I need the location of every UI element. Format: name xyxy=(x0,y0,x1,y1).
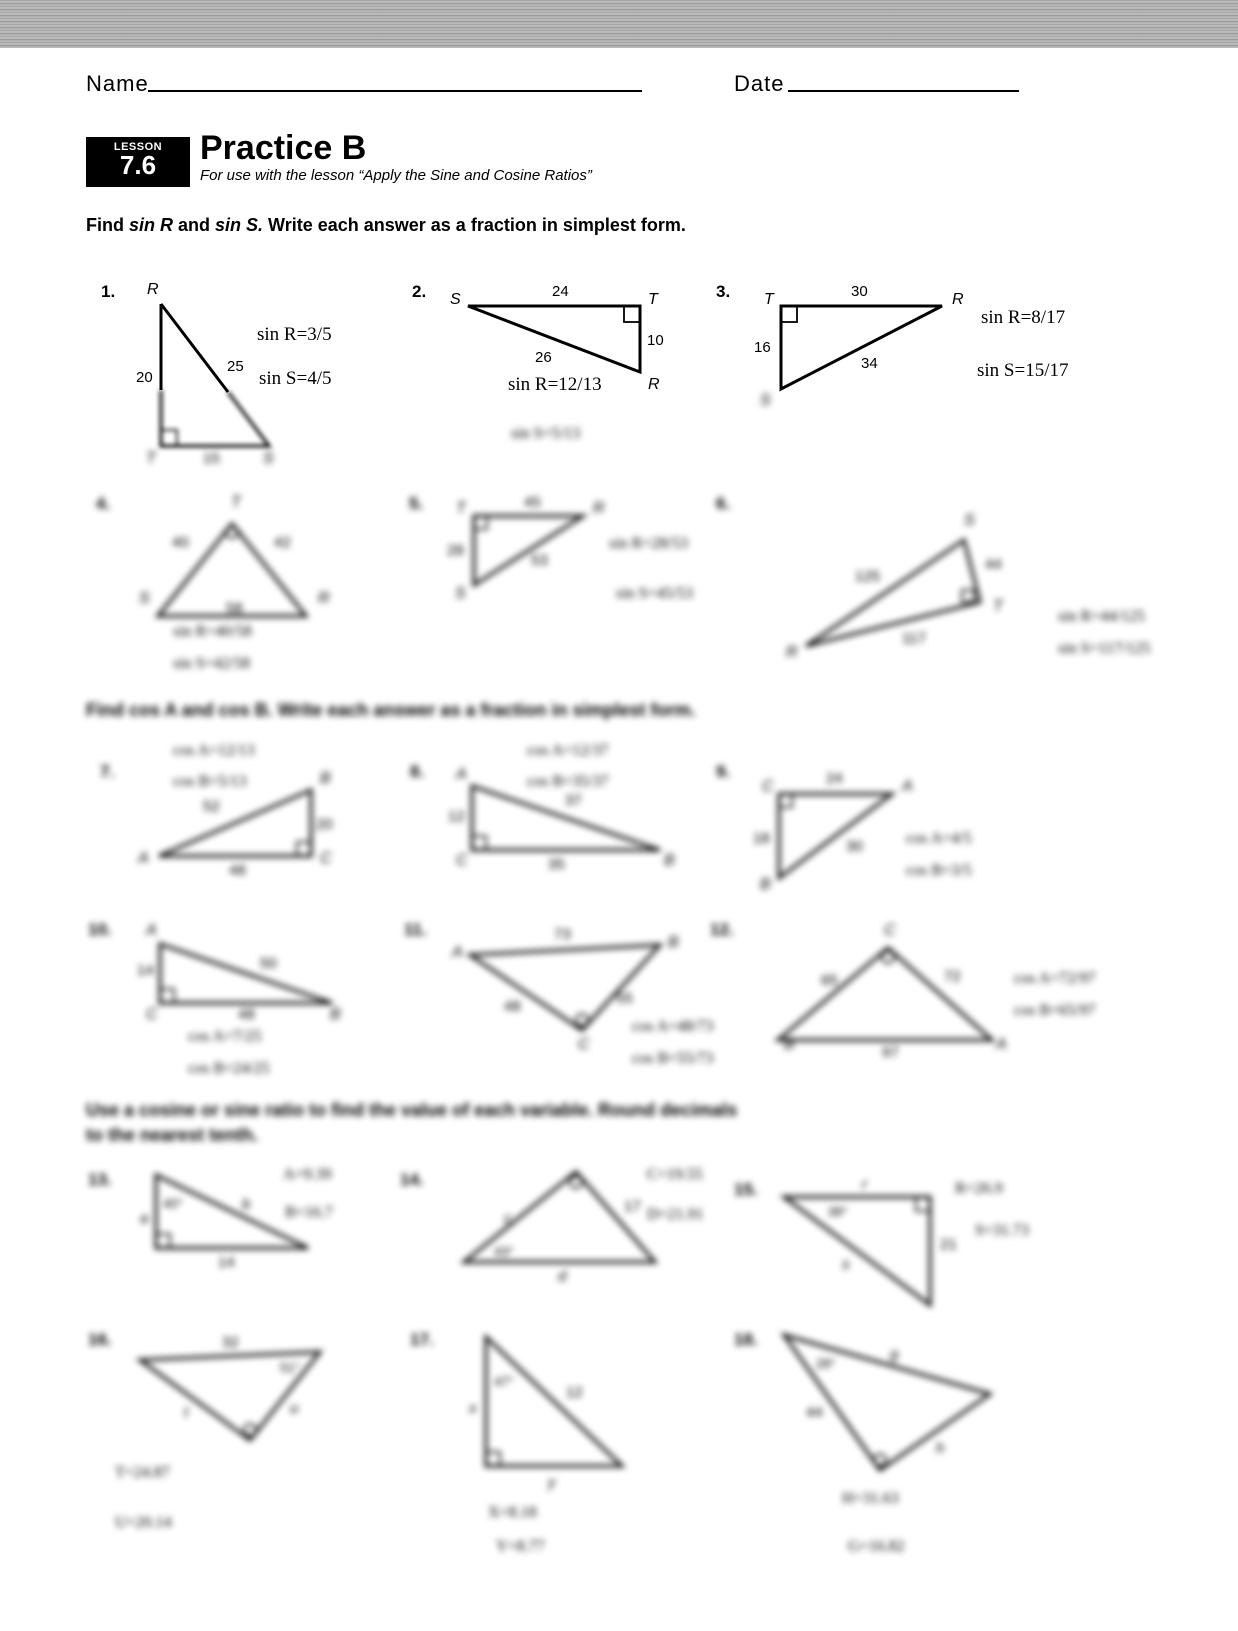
side-label: 24 xyxy=(552,283,569,300)
answer-text: cos B=55/73 xyxy=(632,1050,714,1067)
side-label: 117 xyxy=(902,630,926,647)
angle-label: 47° xyxy=(494,1374,514,1389)
angle-label: 40° xyxy=(163,1196,183,1211)
side-label: 30 xyxy=(851,283,868,300)
side-label: d xyxy=(558,1268,567,1285)
vertex-label: R xyxy=(952,291,964,308)
instruction-var: sin R xyxy=(129,215,174,235)
vertex-label: B xyxy=(760,876,771,893)
side-label: 48 xyxy=(238,1006,255,1023)
date-label: Date xyxy=(734,71,785,96)
side-label: 73 xyxy=(554,926,571,943)
side-label: 48 xyxy=(229,862,246,879)
lesson-label: LESSON xyxy=(113,141,163,153)
vertex-label: S xyxy=(263,450,274,467)
answer-text: sin R=44/125 xyxy=(1058,608,1145,625)
lesson-number: 7.6 xyxy=(119,150,157,180)
instruction-text: Find xyxy=(86,215,129,235)
problem-number: 8. xyxy=(410,762,425,781)
side-label: y xyxy=(548,1474,556,1491)
side-label: 32 xyxy=(222,1334,239,1351)
answer-text: cos B=24/25 xyxy=(188,1060,270,1077)
problem-number: 15. xyxy=(734,1180,758,1199)
vertex-label: A xyxy=(996,1036,1007,1053)
answer-text: U=20.14 xyxy=(115,1514,172,1531)
vertex-label: B xyxy=(320,770,331,787)
vertex-label: C xyxy=(456,852,468,869)
vertex-label: S xyxy=(760,392,771,409)
side-label: 20 xyxy=(136,369,153,386)
vertex-label: S xyxy=(455,585,466,602)
side-label: 21 xyxy=(940,1236,957,1253)
side-label: 72 xyxy=(944,968,961,985)
vertex-label: T xyxy=(764,291,774,308)
side-label: 45 xyxy=(524,494,541,511)
vertex-label: B xyxy=(664,852,675,869)
side-label: 26 xyxy=(535,349,552,366)
answer-text: cos B=35/37 xyxy=(527,773,609,790)
page-subtitle: For use with the lesson “Apply the Sine and Cosine Ratios” xyxy=(200,167,592,184)
side-label: r xyxy=(862,1176,867,1193)
answer-text: sin S=5/13 xyxy=(511,425,581,442)
problem-number: 3. xyxy=(716,282,731,301)
answer-text: cos B=5/13 xyxy=(173,773,247,790)
answer-text: cos A=4/5 xyxy=(906,830,972,847)
answer-text: cos A=72/97 xyxy=(1014,970,1096,987)
answer-text: sin R=3/5 xyxy=(257,324,332,345)
section-3-instruction-line-2: to the nearest tenth. xyxy=(86,1125,259,1145)
problem-number: 18. xyxy=(734,1330,758,1349)
problem-number: 11. xyxy=(404,920,427,939)
answer-text: B=16.7 xyxy=(285,1204,333,1221)
side-label: 24 xyxy=(826,770,843,787)
vertex-label: R xyxy=(147,281,159,298)
side-label: 16 xyxy=(754,339,771,356)
vertex-label: B xyxy=(668,934,679,951)
answer-text: sin S=117/125 xyxy=(1058,640,1151,657)
answer-text: cos A=12/37 xyxy=(527,742,609,759)
side-label: 42 xyxy=(274,534,291,551)
side-label: 14 xyxy=(218,1254,235,1271)
side-label: 12 xyxy=(566,1384,583,1401)
vertex-label: A xyxy=(138,850,149,867)
side-label: 44 xyxy=(985,556,1002,573)
angle-label: 43° xyxy=(494,1244,514,1259)
side-label: 10 xyxy=(647,332,664,349)
answer-text: cos A=7/25 xyxy=(188,1028,262,1045)
vertex-label: B xyxy=(784,1036,795,1053)
section-3-instruction-line-1: Use a cosine or sine ratio to find the value of each variable. Round decimals xyxy=(86,1100,738,1120)
answer-text: C=19.55 xyxy=(647,1166,703,1183)
answer-text: sin R=12/13 xyxy=(508,374,602,395)
vertex-label: T xyxy=(231,494,241,511)
problem-number: 16. xyxy=(88,1330,112,1349)
answer-text: Y=8.77 xyxy=(496,1538,545,1555)
vertex-label: T xyxy=(648,291,658,308)
side-label: 52 xyxy=(203,798,220,815)
instruction-text: and xyxy=(173,215,216,235)
side-label: 44 xyxy=(806,1404,823,1421)
answer-text: cos B=3/5 xyxy=(906,862,972,879)
side-label: 48 xyxy=(504,998,521,1015)
side-label: b xyxy=(242,1196,251,1213)
instruction-text: Write each answer as a fraction in simplest form. xyxy=(263,215,686,235)
answer-text: sin S=15/17 xyxy=(977,360,1069,381)
answer-text: sin R=8/17 xyxy=(981,307,1066,328)
problem-number: 5. xyxy=(409,494,424,513)
problem-number: 17. xyxy=(410,1330,434,1349)
section-2-instruction: Find cos A and cos B. Write each answer as a fraction in simplest form. xyxy=(86,700,696,720)
side-label: 28 xyxy=(447,542,464,559)
vertex-label: C xyxy=(884,922,896,939)
side-label: c xyxy=(504,1210,512,1227)
answer-text: D=21.91 xyxy=(647,1206,704,1223)
problem-number: 12. xyxy=(710,920,734,939)
instruction-var: sin S. xyxy=(215,215,264,235)
vertex-label: A xyxy=(146,922,157,939)
problem-number: 4. xyxy=(96,494,111,513)
vertex-label: T xyxy=(146,450,156,467)
vertex-label: C xyxy=(146,1006,158,1023)
problem-number: 6. xyxy=(716,494,731,513)
vertex-label: T xyxy=(456,500,466,517)
side-label: 37 xyxy=(565,792,582,809)
side-label: 30 xyxy=(846,838,863,855)
side-label: t xyxy=(184,1404,189,1421)
side-label: 12 xyxy=(448,808,465,825)
side-label: 14 xyxy=(137,962,154,979)
problem-number: 2. xyxy=(412,282,427,301)
side-label: 18 xyxy=(753,830,770,847)
angle-label: 38° xyxy=(828,1204,848,1219)
answer-text: G=16.82 xyxy=(848,1538,905,1555)
answer-text: sin R=28/53 xyxy=(609,535,688,552)
side-label: g xyxy=(890,1346,899,1363)
vertex-label: B xyxy=(330,1006,341,1023)
side-label: 20 xyxy=(316,816,333,833)
vertex-label: T xyxy=(993,598,1003,615)
problem-number: 1. xyxy=(101,282,116,301)
answer-text: cos B=65/97 xyxy=(1014,1002,1096,1019)
side-label: 55 xyxy=(616,990,633,1007)
problem-number: 13. xyxy=(88,1170,112,1189)
page-title: Practice B xyxy=(200,129,367,167)
angle-label: 51° xyxy=(280,1360,300,1375)
side-label: 25 xyxy=(227,358,244,375)
problem-number: 9. xyxy=(716,762,731,781)
name-label: Name xyxy=(86,71,149,96)
side-label: 50 xyxy=(260,955,277,972)
vertex-label: A xyxy=(452,944,463,961)
side-label: 97 xyxy=(882,1044,899,1061)
answer-text: X=8.18 xyxy=(488,1504,537,1521)
answer-text: S=31.73 xyxy=(975,1222,1029,1239)
answer-text: cos A=12/13 xyxy=(173,742,255,759)
answer-text: sin R=40/58 xyxy=(173,623,252,640)
answer-text: cos A=48/73 xyxy=(632,1018,714,1035)
side-label: x xyxy=(469,1400,477,1417)
problem-number: 10. xyxy=(88,920,112,939)
answer-text: A=9.39 xyxy=(283,1166,332,1183)
side-label: h xyxy=(936,1440,945,1457)
angle-label: 28° xyxy=(816,1356,836,1371)
side-label: 34 xyxy=(861,355,878,372)
side-label: 15 xyxy=(203,450,220,467)
side-label: 125 xyxy=(855,568,881,585)
vertex-label: C xyxy=(578,1036,590,1053)
side-label: 58 xyxy=(226,600,243,617)
side-label: 17 xyxy=(624,1198,641,1215)
vertex-label: R xyxy=(648,376,660,393)
answer-text: sin S=42/58 xyxy=(173,655,251,672)
vertex-label: R xyxy=(786,644,798,661)
vertex-label: S xyxy=(964,512,975,529)
problem-number: 7. xyxy=(100,762,115,781)
vertex-label: C xyxy=(320,850,332,867)
side-label: u xyxy=(290,1400,299,1417)
vertex-label: R xyxy=(318,590,330,607)
answer-text: H=31.63 xyxy=(842,1490,899,1507)
vertex-label: R xyxy=(593,500,605,517)
vertex-label: A xyxy=(902,778,913,795)
answer-text: sin S=45/53 xyxy=(616,585,694,602)
vertex-label: S xyxy=(450,291,461,308)
side-label: 35 xyxy=(548,856,565,873)
side-label: s xyxy=(842,1256,850,1273)
vertex-label: C xyxy=(762,778,774,795)
vertex-label: S xyxy=(139,590,150,607)
answer-text: sin S=4/5 xyxy=(259,368,332,389)
vertex-label: A xyxy=(456,766,467,783)
problem-number: 14. xyxy=(400,1170,424,1189)
answer-text: R=26.9 xyxy=(955,1180,1003,1197)
answer-text: T=24.87 xyxy=(115,1464,170,1481)
side-label: a xyxy=(140,1210,149,1227)
side-label: 40 xyxy=(172,534,189,551)
side-label: 53 xyxy=(531,552,548,569)
side-label: 65 xyxy=(821,972,838,989)
